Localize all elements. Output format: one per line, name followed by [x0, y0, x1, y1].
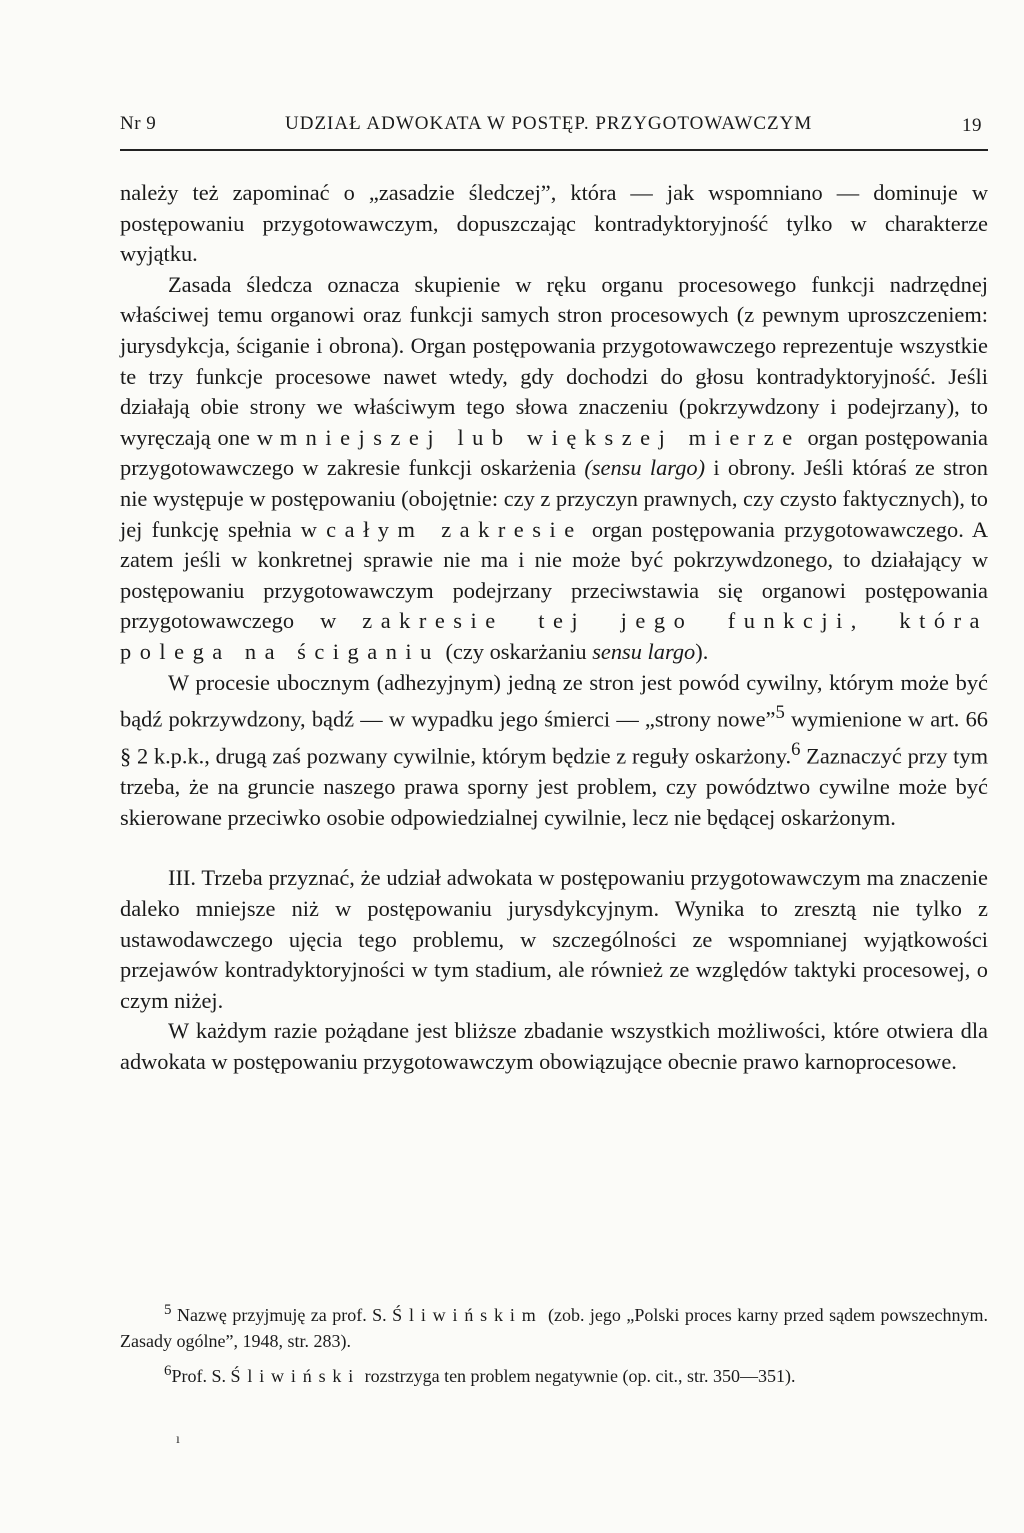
page-number: 19 [962, 115, 982, 136]
p2-italic-2: sensu largo [592, 638, 696, 664]
p3-text-a: W procesie ubocznym (adhezyjnym) jedną ze stron jest powód cywilny, którym może być bądź pokrzywdzony, bądź — w wypadku jego śmierci — „strony nowe” [120, 669, 988, 732]
p2-text-e: (czy oskarżaniu [445, 638, 587, 664]
fn6-text-a: Prof. S. [171, 1366, 227, 1386]
p2-text-b: organ postępowania przygotowawczego w zakresie funkcji oskarżenia [120, 424, 988, 481]
running-head [120, 113, 990, 141]
paragraph-4: III. Trzeba przyznać, że udział adwokata w postępowaniu przygotowawczym ma znaczenie daleko mniejsze niż w postępowaniu jurysdykcyjnym. Wynika to zresztą nie tylko z ustawodawczego ujęcia tego problemu, w szczególności ze wspomnianej wyjątkowości przejawów kontradyktoryjności w tym stadium, ale również ze względów taktyki procesowej, o czym niżej. [120, 865, 988, 1013]
issue-number: Nr 9 [120, 113, 157, 134]
header-rule [120, 149, 988, 151]
fn5-text-a: Nazwę przyjmuję za prof. S. [176, 1305, 387, 1325]
footnote-ref-6[interactable]: 6 [791, 739, 801, 761]
p2-spaced-1: mniejszej lub większej mierze [279, 424, 801, 450]
running-title: UDZIAŁ ADWOKATA W POSTĘP. PRZYGOTOWAWCZYM [285, 113, 813, 134]
paragraph-2 [120, 270, 988, 668]
fn5-text-b: (zob. jego „Polski proces karny przed sądem powszechnym. Zasady ogólne”, 1948, str. 283). [120, 1305, 989, 1351]
p3-text-b: wymienione w art. 66 § 2 k.p.k., drugą zaś pozwany cywilnie, którym będzie z reguły oskarżony. [120, 706, 988, 769]
p3-text-c: Zaznaczyć przy tym trzeba, że na gruncie naszego prawa sporny jest problem, czy powództwo cywilne może być skierowane przeciwko osobie odpowiedzialnej cywilnie, lecz nie będącej oskarżonym. [120, 743, 988, 830]
main-text [120, 178, 988, 1078]
footnote-mark-5: 5 [164, 1302, 172, 1318]
footnote-mark-6: 6 [164, 1363, 172, 1379]
p2-text-d: organ postępowania przygotowawczego. A zatem jeśli w konkretnej sprawie nie ma i nie może być pokrzywdzonego, to działający w postępowaniu przygotowawczym podejrzany przeciwstawia się organowi postępowania przygotowawczego w [120, 516, 989, 634]
footnote-5 [120, 1297, 988, 1354]
p2-spaced-2: całym zakresie [326, 516, 583, 542]
fn6-text-b: rozstrzyga ten problem negatywnie (op. cit., str. 350—351). [364, 1366, 796, 1386]
footnote-ref-5[interactable]: 5 [775, 702, 785, 724]
fn6-spaced: Śliwiński [230, 1366, 361, 1386]
paragraph-1: należy też zapominać o „zasadzie śledczej”, która — jak wspomniano — dominuje w postępowaniu przygotowawczym, dopuszczając kontradyktoryjność tylko w charakterze wyjątku. [120, 180, 988, 267]
stray-mark: ı [176, 1432, 180, 1447]
p2-spaced-3: zakresie tej jego funkcji, która polega na ściganiu [120, 608, 988, 664]
fn5-spaced: Śliwińskim [392, 1305, 543, 1325]
p2-italic-1: (sensu largo) [584, 455, 706, 481]
paragraph-5: W każdym razie pożądane jest bliższe zbadanie wszystkich możliwości, które otwiera dla adwokata w postępowaniu przygotowawczym obowiązujące obecnie prawo karnoprocesowe. [120, 1018, 988, 1074]
footnotes [120, 1297, 988, 1393]
footnote-6 [120, 1358, 988, 1389]
p2-text-c: i obrony. Jeśli któraś ze stron nie występuje w postępowaniu (obojętnie: czy z przyczyn prawnych, czy czysto faktycznych), to jej funkcję spełnia w [120, 455, 988, 542]
paragraph-3 [120, 668, 988, 834]
p2-text-f: ). [695, 638, 709, 664]
p2-text: Zasada śledcza oznacza skupienie w ręku organu procesowego funkcji nadrzędnej właściwej temu organowi oraz funkcji samych stron procesowych (z pewnym uproszczeniem: jurysdykcja, ściganie i obrona). Organ postępowania przygotowawczego reprezentuje wszystkie te trzy funkcje procesowe nawet wtedy, gdy dochodzi do głosu kontradyktoryjność. Jeśli działają obie strony we właściwym tego słowa znaczeniu (pokrzywdzony i podejrzany), to wyręczają one w [120, 271, 988, 450]
